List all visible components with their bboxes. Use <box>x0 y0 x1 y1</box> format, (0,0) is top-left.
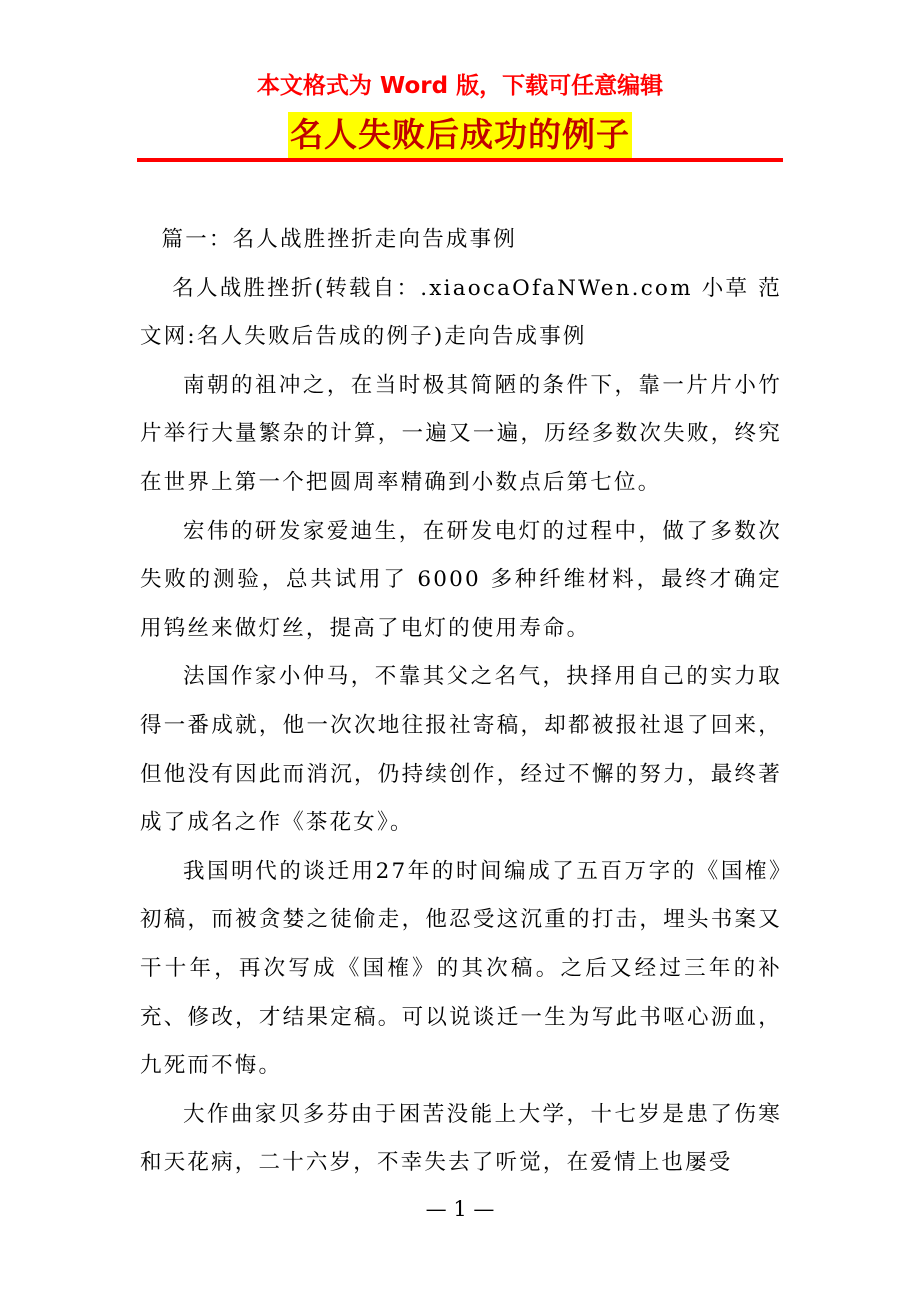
word-format-banner: 本文格式为 Word 版，下载可任意编辑 <box>256 73 664 99</box>
article-subtitle: 名人战胜挫折(转载自：.xiaocaOfaNWen.com 小草 范 文网:名人失败后告成的例子)走向告成事例 <box>140 275 782 350</box>
title-divider <box>137 158 783 162</box>
page-number: — 1 — <box>425 1197 495 1221</box>
document-body <box>140 216 782 1188</box>
section-heading: 篇一：名人战胜挫折走向告成事例 <box>161 227 518 252</box>
paragraph-dumas-fils: 法国作家小仲马，不靠其父之名气，抉择用自己的实力取得一番成就，他一次次地往报社寄稿，却都被报社退了回来，但他没有因此而消沉，仍持续创作，经过不懈的努力，最终著成了成名之作《茶花女》。 <box>140 664 782 836</box>
paragraph-beethoven: 大作曲家贝多芬由于困苦没能上大学，十七岁是患了伤寒和天花病，二十六岁，不幸失去了听觉，在爱情上也屡受 <box>140 1101 782 1176</box>
title-container <box>0 112 920 158</box>
paragraph-tan-qian: 我国明代的谈迁用27年的时间编成了五百万字的《国榷》初稿，而被贪婪之徒偷走，他忍受这沉重的打击，埋头书案又干十年，再次写成《国榷》的其次稿。之后又经过三年的补充、修改，才结果定稿。可以说谈迁一生为写此书呕心沥血，九死而不悔。 <box>140 858 782 1079</box>
document-title: 名人失败后成功的例子 <box>288 112 632 158</box>
paragraph-edison: 宏伟的研发家爱迪生，在研发电灯的过程中，做了多数次失败的测验，总共试用了 6000 多种纤维材料，最终才确定用钨丝来做灯丝，提高了电灯的使用寿命。 <box>140 518 782 641</box>
paragraph-zu-chongzhi: 南朝的祖冲之，在当时极其简陋的条件下，靠一片片小竹片举行大量繁杂的计算，一遍又一遍，历经多数次失败，终究在世界上第一个把圆周率精确到小数点后第七位。 <box>140 372 782 495</box>
